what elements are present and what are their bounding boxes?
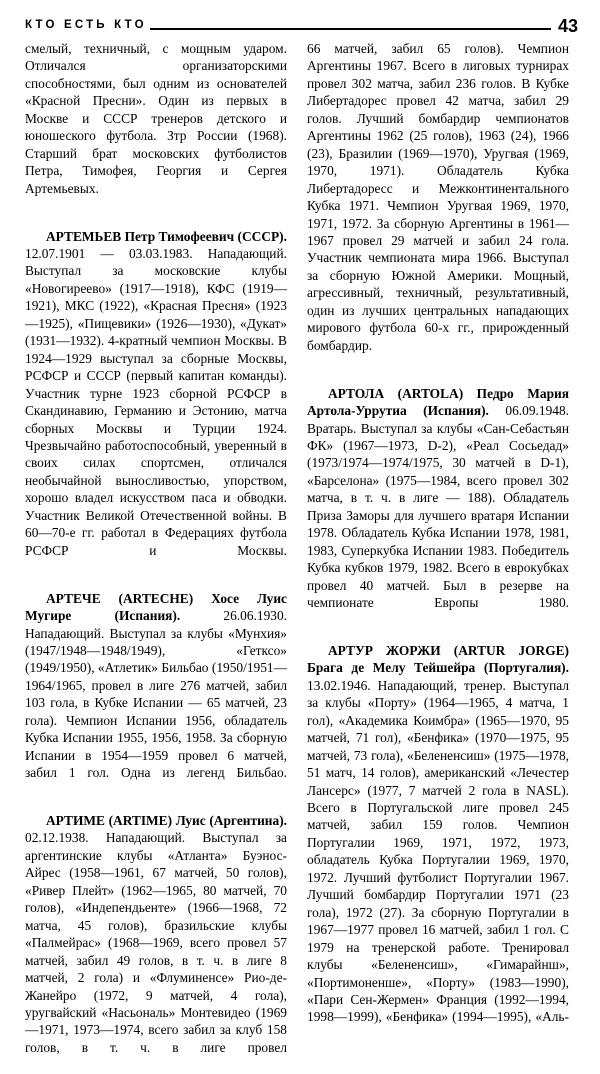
entry-artime-continuation (307, 40, 569, 372)
entry-artola (307, 385, 569, 629)
left-column (25, 40, 288, 1055)
entry-artur-jorge (307, 642, 569, 1043)
entry-body-text: 06.09.1948. Вратарь. Выступал за клубы «Сан-Себастьян ФК» (1967—1973, D-2), «Реал Сосьедад» (1973/1974—1974/1975, 30 матчей в D-1), «Барселона» (1975—1984, всего провел 302 матча, в т. ч. в лиге — 188). Обладатель Приза Заморы для лучшего вратаря Испании 1978. Обладатель Кубка Испании 1978, 1981, 1983, Суперкубка Испании 1983. Победитель Кубка кубков 1979, 1982. Всего в еврокубках провел 40 матчей. Был в резерве на чемпионате Европы 1980. (307, 403, 570, 611)
entry-arteche (25, 590, 287, 799)
entry-headword: АРТЕМЬЕВ Петр Тимофеевич (СССР). (46, 228, 287, 244)
entry-artime (25, 812, 287, 1074)
entry-body-text: смелый, техничный, с мощным ударом. Отличался организаторскими способностями, был одним из основателей «Красной Пресни». Один из первых в Москве и СССР тренеров детского и юношеского футбола. Зтр России (1968). Старший брат московских футболистов Петра, Тимофея, Георгия и Сергея Артемьевых. (25, 41, 287, 196)
body-columns (25, 40, 578, 1055)
entry-headword: АРТИМЕ (ARTIME) Луис (Аргентина). (46, 813, 287, 829)
entry-body-text: 13.02.1946. Нападающий, тренер. Выступал за клубы «Порту» (1964—1965, 4 матча, 1 гол), «Академика Коимбра» (1965—1970, 95 матчей, 71 гол), «Бенфика» (1970—1975, 95 матчей, 73 гола), «Белененсиш» (1975—1978, 51 матч, 14 голов), американский «Лечестер Лансерс» (1977, 7 матчей 2 гола в NASL). Всего в Португальской лиге провел 245 матчей, забил 159 голов. Чемпион Португалии 1969, 1971, 1972, 1973, обладатель Кубка Португалии 1969, 1970, 1972. Лучший футболист Португалии 1967. Лучший бомбардир Португалии 1971 (23 гола), 1972 (27). За сборную Португалии в 1967—1977 провел 16 матчей, забил 1 гол. С 1979 на тренерской работе. Тренировал клубы «Белененсиш», «Гимарайнш», «Портимоненше», «Порту» (1983—1990), «Пари Сен-Жермен» Франция (1992—1994, 1998—1999), «Бенфика» (1994—1995), «Аль- (307, 677, 569, 1025)
entry-artemyev (25, 228, 287, 577)
entry-headword: АРТЕЧЕ (ARTECHE) Хосе Луис Мугире (Испания). (25, 590, 287, 624)
page-number: 43 (557, 16, 578, 36)
header-rule-icon (150, 28, 551, 30)
entry-body-text: 12.07.1901 — 03.03.1983. Нападающий. Выступал за московские клубы «Новогиреево» (1917—1918), КФС (1919—1921), МКС (1922), «Красная Пресня» (1923—1925), «Пищевики» (1926—1930), «Дукат» (1931—1932). 4-кратный чемпион Москвы. В 1924—1929 выступал за сборные Москвы, РСФСР и СССР (первый капитан команды). Участник турне 1923 сборной РСФСР в Скандинавию, Германию и Эстонию, матча сборных Москвы и Турции 1924. Чрезвычайно работоспособный, уверенный в своих силах спортсмен, отличался необычайной выносливостью, упорством, хорошо владел искусством паса и обводки. Участник Великой Отечественной войны. В 60—70-е гг. работал в Федерациях футбола РСФСР и Москвы. (25, 245, 287, 558)
entry-body-text: 66 матчей, забил 65 голов). Чемпион Аргентины 1967. Всего в лиговых турнирах провел 302 матча, забил 236 голов. В Кубке Либертадорес провел 42 матча, забил 29 голов. Лучший бомбардир чемпионатов Аргентины 1962 (25 голов), 1963 (24), 1966 (23), Бразилии (1969—1970), Уругвая (1969, 1970, 1971). Обладатель Кубка Либертадоресс и Межконтинентального Кубка 1971. Чемпион Уругвая 1969, 1970, 1971, 1972. За сборную Аргентины в 1961—1967 провел 29 матчей и забил 24 гола. Участник чемпионата мира 1966. Выступал за сборную Южной Америки. Мощный, агрессивный, техничный, результативный, один из лучших центральных нападающих мирового футбола 60-х гг., прирожденный бомбардир. (307, 41, 569, 353)
entry-body-text: 02.12.1938. Нападающий. Выступал за аргентинские клубы «Атланта» Буэнос-Айрес (1958—1961, 67 матчей, 50 голов), «Ривер Плейт» (1962—1965, 80 матчей, 70 голов), «Индепендьенте» (1966—1968, 72 матча, 45 голов), бразильские клубы «Палмейрас» (1968—1969, всего провел 57 матчей, забил 49 голов, в т. ч. в лиге 8 матчей, 2 гола) и «Флуминенсе» Рио-де-Жанейро (1972, 9 матчей, 4 гола), уругвайский «Насьональ» Монтевидео (1969—1971, 1973—1974, всего забил за клуб 158 голов, в т. ч. в лиге провел (25, 830, 287, 1055)
entry-body-text: 26.06.1930. Нападающий. Выступал за клубы «Мунхия» (1947/1948—1948/1949), «Гетксо» (1949/1950), «Атлетик» Бильбао (1950/1951—1964/1965, провел в лиге 276 матчей, забил 103 гола, в Кубке Испании — 65 матчей, 23 гола). Чемпион Испании 1956, обладатель Кубка Испании 1955, 1956, 1958. За сборную Испании в 1954—1959 провел 6 матчей, забил 1 гол. Одна из легенд Бильбао. (25, 608, 288, 781)
right-column (307, 40, 570, 1025)
entry-headword: АРТУР ЖОРЖИ (ARTUR JORGE) Брага де Мелу Тейшейра (Португалия). (307, 642, 569, 676)
entry-artemyev-continuation (25, 40, 287, 215)
entry-headword: АРТОЛА (ARTOLA) Педро Мария Артола-Уррутиа (Испания). (307, 385, 569, 419)
running-header (25, 14, 578, 38)
header-title: КТО ЕСТЬ КТО (25, 18, 147, 31)
